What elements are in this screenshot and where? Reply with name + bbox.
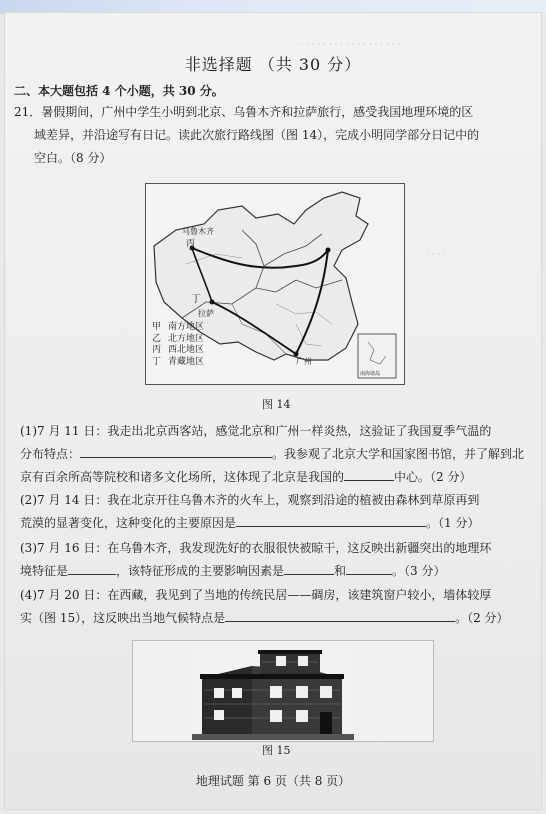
sub2-line-2: 荒漠的显著变化，这种变化的主要原因是 。（1 分） (20, 512, 479, 534)
question-21-line-3: 空白。（8 分） (34, 151, 112, 165)
part-heading: 二、本大题包括 4 个小题，共 30 分。 (14, 84, 224, 98)
question-21-line-1: 21．暑假期间，广州中学生小明到北京、乌鲁木齐和拉萨旅行，感受我国地理环境的区 (14, 105, 474, 119)
section-title: 非选择题 （共 30 分） (184, 55, 362, 74)
figure-15-caption: 图 15 (262, 744, 291, 757)
answer-blank-3[interactable] (236, 512, 426, 527)
sub2-line-1: (2)7 月 14 日：我在北京开往乌鲁木齐的火车上，观察到沿途的植被由森林到草原再到 (20, 493, 480, 507)
sub3-line-2: 境特征是 ，该特征形成的主要影响因素是 和 。（3 分） (20, 560, 446, 582)
sub1-line-3: 京有百余所高等院校和诸多文化场所，这体现了北京是我国的 中心。（2 分） (20, 466, 471, 488)
sub1-line-2: 分布特点： 。我参观了北京大学和国家图书馆，并了解到北 (20, 443, 524, 465)
answer-blank-1[interactable] (80, 443, 272, 458)
map-inset-label: 南海诸岛 (360, 371, 381, 377)
sub1-line-1: (1)7 月 11 日：我走出北京西客站，感觉北京和广州一样炎热，这验证了我国夏季气温的 (20, 424, 492, 438)
answer-blank-4[interactable] (68, 560, 116, 575)
answer-blank-7[interactable] (225, 607, 455, 622)
page-footer: 地理试题 第 6 页（共 8 页） (195, 774, 351, 788)
map-label-guangzhou: 广州 (296, 357, 312, 366)
map-legend (152, 322, 204, 368)
map-label-region-bing: 丙 (186, 239, 196, 249)
legend-item: 丁 青藏地区 (152, 356, 205, 367)
sub3-line-1: (3)7 月 16 日：在乌鲁木齐，我发现洗好的衣服很快被晾干，这反映出新疆突出的地理环 (20, 541, 492, 555)
map-label-urumqi: 乌鲁木齐 (182, 227, 214, 236)
answer-blank-6[interactable] (346, 560, 392, 575)
bleed-through-text: · · · · · (420, 250, 446, 260)
question-21-line-2: 域差异，并沿途写有日记。读此次旅行路线图（图 14），完成小明同学部分日记中的 (34, 128, 480, 142)
bleed-through-text: · · · · · · · · · · · · · · · · · · (300, 40, 401, 50)
legend-item: 乙 北方地区 (152, 333, 205, 344)
legend-item: 甲 南方地区 (152, 322, 205, 332)
map-label-region-ding: 丁 (191, 294, 201, 305)
answer-blank-5[interactable] (284, 560, 334, 575)
map-label-lhasa: 拉萨 (198, 309, 214, 318)
answer-blank-2[interactable] (344, 466, 394, 481)
figure-14-caption: 图 14 (262, 398, 291, 411)
sub4-line-2: 实（图 15），这反映出当地气候特点是 。（2 分） (20, 607, 509, 629)
sub4-line-1: (4)7 月 20 日：在西藏，我见到了当地的传统民居——碉房，该建筑窗户较小，墙体较厚 (20, 588, 492, 602)
tibetan-house-photo (192, 648, 354, 740)
legend-item: 丙 西北地区 (152, 345, 205, 355)
